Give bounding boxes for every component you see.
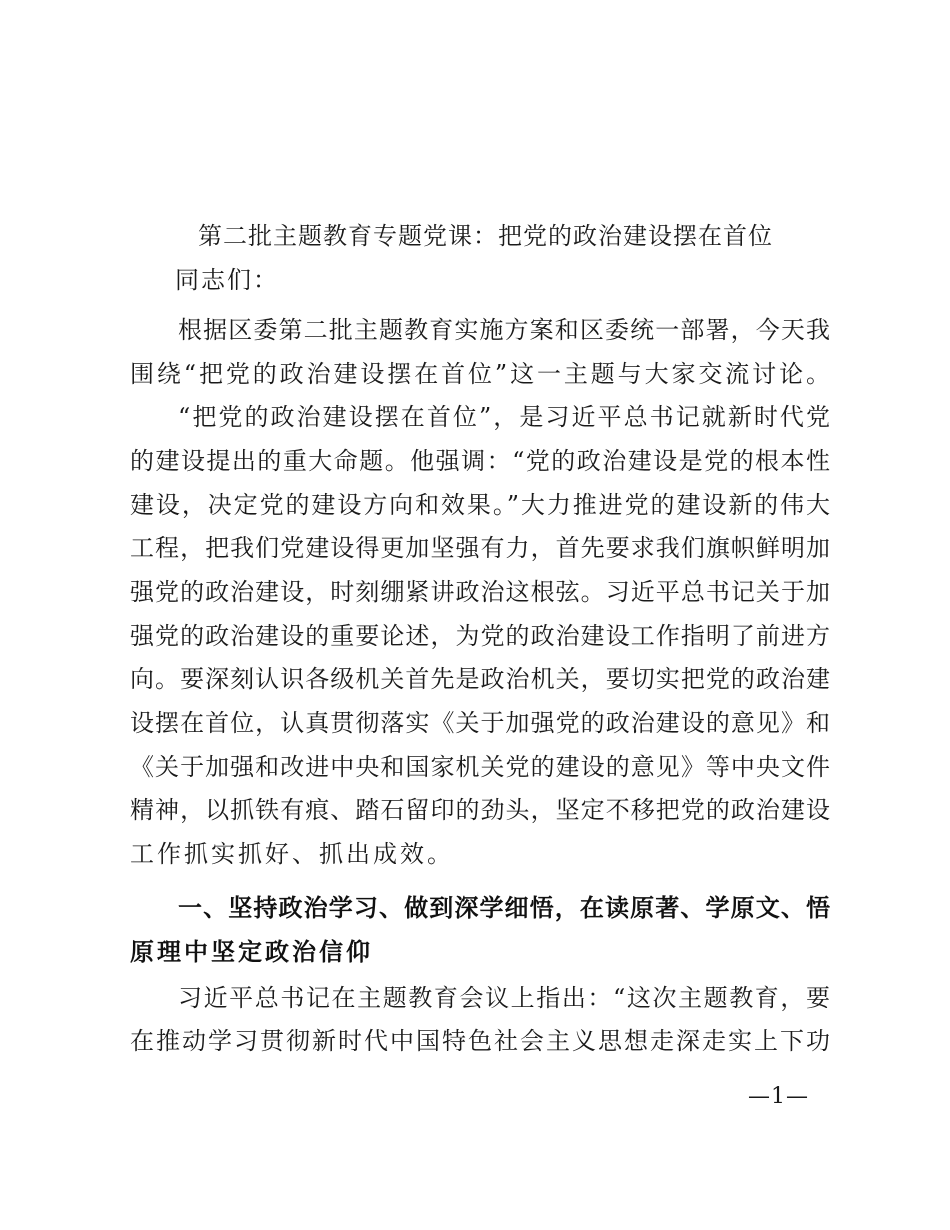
paragraph-2-line-7: 向。要深刻认识各级机关首先是政治机关，要切实把党的政治建 — [130, 665, 830, 693]
paragraph-2-line-9: 《关于加强和改进中央和国家机关党的建设的意见》等中央文件 — [130, 753, 830, 781]
paragraph-2-line-8: 设摆在首位，认真贯彻落实《关于加强党的政治建设的意见》和 — [130, 709, 830, 737]
salutation: 同志们： — [175, 266, 279, 294]
section-heading-1-line-1: 一、坚持政治学习、做到深学细悟，在读原著、学原文、悟 — [178, 894, 830, 922]
paragraph-1-line-2: 围绕“把党的政治建设摆在首位”这一主题与大家交流讨论。 — [130, 360, 830, 388]
section-heading-1-line-2: 原理中坚定政治信仰 — [130, 938, 373, 966]
paragraph-2-line-5: 强党的政治建设，时刻绷紧讲政治这根弦。习近平总书记关于加 — [130, 578, 830, 606]
paragraph-2-line-4: 工程，把我们党建设得更加坚强有力，首先要求我们旗帜鲜明加 — [130, 534, 830, 562]
paragraph-1-line-1: 根据区委第二批主题教育实施方案和区委统一部署，今天我 — [178, 316, 830, 344]
document-title: 第二批主题教育专题党课：把党的政治建设摆在首位 — [198, 222, 773, 250]
paragraph-2-line-2: 的建设提出的重大命题。他强调：“党的政治建设是党的根本性 — [130, 447, 830, 475]
paragraph-2-line-10: 精神，以抓铁有痕、踏石留印的劲头，坚定不移把党的政治建设 — [130, 796, 830, 824]
paragraph-2-line-11: 工作抓实抓好、抓出成效。 — [130, 840, 454, 868]
page-number: —1— — [748, 1084, 809, 1109]
paragraph-2-line-6: 强党的政治建设的重要论述，为党的政治建设工作指明了前进方 — [130, 622, 830, 650]
paragraph-3-line-1: 习近平总书记在主题教育会议上指出：“这次主题教育，要 — [178, 984, 830, 1012]
paragraph-3-line-2: 在推动学习贯彻新时代中国特色社会主义思想走深走实上下功 — [130, 1027, 830, 1055]
paragraph-2-line-1: “把党的政治建设摆在首位”，是习近平总书记就新时代党 — [178, 403, 830, 431]
paragraph-2-line-3: 建设，决定党的建设方向和效果。”大力推进党的建设新的伟大 — [130, 491, 830, 519]
